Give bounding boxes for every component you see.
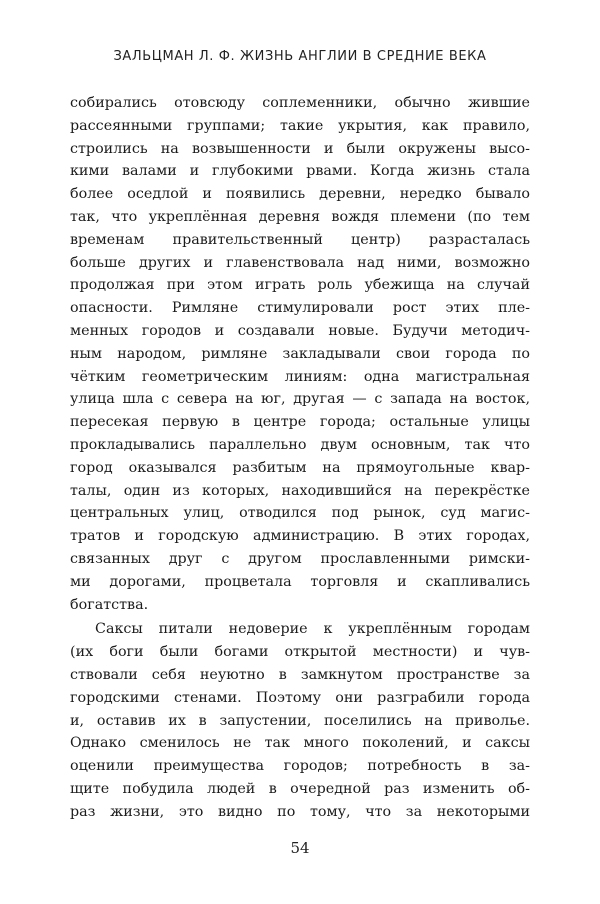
text-line: собирались отовсюду соплеменники, обычно жившие [70, 95, 530, 111]
text-line: Саксы питали недоверие к укреплённым городам [95, 621, 530, 638]
text-line: временам правительственный центр) разрасталась [70, 231, 530, 248]
text-line: город оказывался разбитым на прямоугольные квар- [70, 459, 530, 476]
running-header: ЗАЛЬЦМАН Л. Ф. ЖИЗНЬ АНГЛИИ В СРЕДНИЕ ВЕКА [113, 49, 487, 64]
text-line: городскими стенами. Поэтому они разграбили города [70, 689, 530, 706]
text-line: центральных улиц, отводился под рынок, суд магис- [70, 505, 530, 522]
text-line: богатства. [70, 596, 149, 613]
text-line: продолжая при этом играть роль убежища на случай [70, 277, 530, 294]
text-line: чётким геометрическим линиям: одна магистральная [70, 368, 530, 385]
text-line: талы, один из которых, находившийся на перекрёстке [70, 482, 530, 499]
paragraph-1 [70, 92, 530, 616]
page-number: 54 [290, 839, 310, 857]
text-line: связанных друг с другом прославленными римски- [70, 550, 530, 567]
text-line: тратов и городскую администрацию. В этих городах, [70, 528, 530, 545]
text-line: кими валами и глубокими рвами. Когда жизнь стала [70, 163, 530, 180]
text-line: прокладывались параллельно двум основным, так что [70, 436, 530, 453]
text-line: ным народом, римляне закладывали свои города по [70, 345, 530, 362]
text-line: более оседлой и появились деревни, нередко бывало [70, 186, 530, 203]
body-text [70, 92, 530, 824]
text-line: и, оставив их в запустении, поселились на приволье. [70, 712, 530, 729]
text-line: рассеянными группами; такие укрытия, как правило, [70, 117, 530, 134]
text-line: Однако сменилось не так много поколений, и саксы [70, 735, 530, 752]
text-line: так, что укреплённая деревня вождя племени (по тем [70, 208, 530, 225]
paragraph-2 [70, 618, 530, 823]
text-line: оценили преимущества городов; потребность в за- [70, 758, 530, 775]
text-line: ствовали себя неуютно в замкнутом пространстве за [70, 666, 530, 683]
text-line: опасности. Римляне стимулировали рост этих пле- [70, 300, 530, 317]
text-line: ми дорогами, процветала торговля и скапливались [70, 573, 530, 590]
text-line: пересекая первую в центре города; остальные улицы [70, 414, 530, 431]
text-line: щите побудила людей в очередной раз изменить об- [70, 780, 530, 797]
text-line: строились на возвышенности и были окружены высо- [70, 140, 530, 157]
text-line: менных городов и создавали новые. Будучи методич- [70, 322, 530, 339]
text-line: больше других и главенствовала над ними, возможно [70, 254, 530, 271]
text-line: раз жизни, это видно по тому, что за некоторыми [70, 803, 530, 820]
text-line: улица шла с севера на юг, другая — с запада на восток, [70, 391, 530, 408]
text-line: (их боги были богами открытой местности) и чув- [70, 644, 530, 661]
